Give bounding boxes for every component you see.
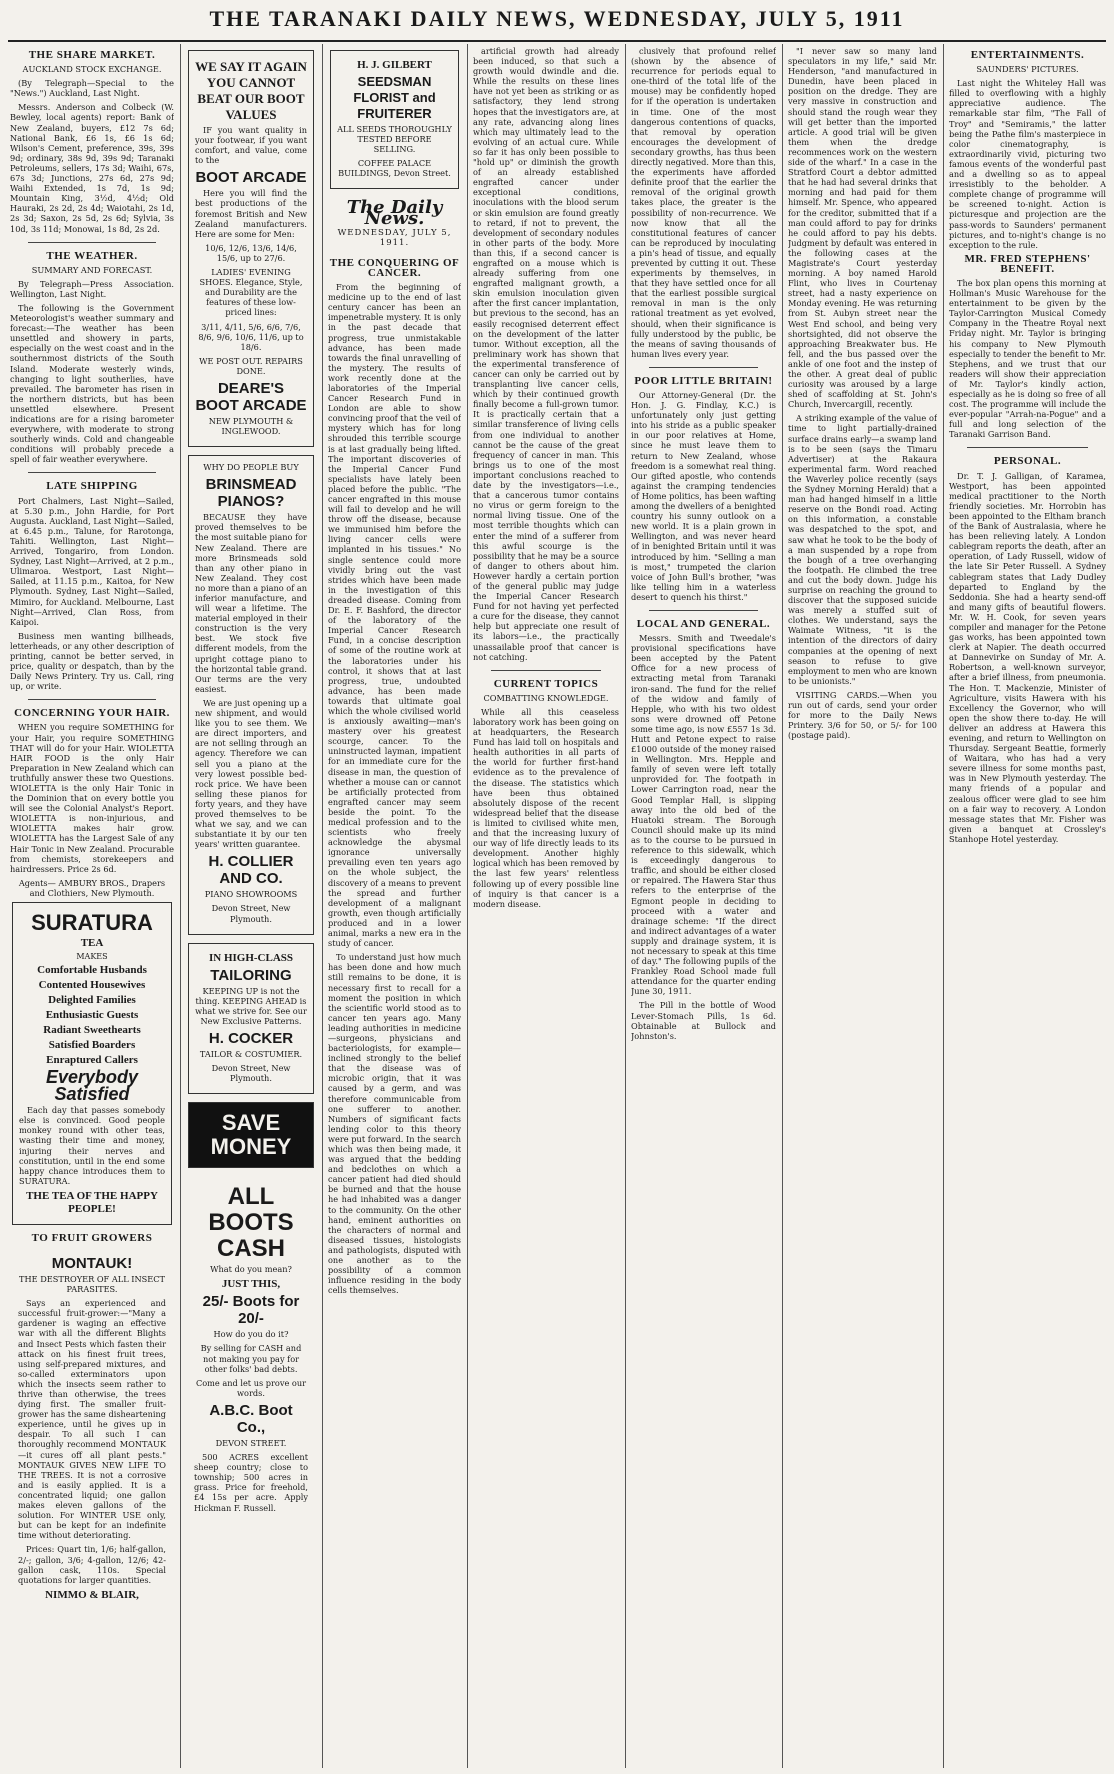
column-rule (467, 44, 468, 1768)
personal-body: Dr. T. J. Galligan, of Karamea, Westport, has been appointed medical practitioner to the North friendly societies. Mr. Horrobin has been appointed to the Eltham branch of the Bank of Australasia, where he has been relieving lately. A London cablegram reports the death, after an operation, of Lady Russell, widow of the late Sir Peter Russell. A Sydney cablegram states that Lady Dudley departed to England by the Seddonia. She had a hearty send-off and many gifts of beautiful flowers. Mr. W. H. Cook, for seven years compiler and manager for the Petone gas works, has been appointed town clerk at Napier. The death occurred at Dannevirke on Sunday of Mr. A. Robertson, a well-known surveyor, after a brief illness, from pneumonia. The Hon. T. Mackenzie, Minister of Agriculture, visits Hawera with his Excellency the Governor, who will open the show there to-day. He will deliver an address at Hawera this evening, and return to Wellington on Thursday. Sergeant Beattie, formerly of Waitara, who has had a very severe illness for some months past, was in New Plymouth yesterday. The many friends of a popular and zealous officer were glad to see him on a fair way to recovery. A London message states that Mr. Fisher was given a banquet at Crossley's Stanhope Hotel yesterday. (949, 470, 1106, 844)
collier-body: We are just opening up a new shipment, and would like you to see them. We are direct importers, and are not selling through an agency. Therefore we can sell you a piano at the very lowest possible bed-rock price. We have been selling these pianos for forty years, and they have proved themselves to be what we say, and we can substantiate it by our ten years' written guarantee. (195, 697, 307, 850)
column-7 (949, 46, 1106, 1766)
how-do-you-do-it: How do you do it? (213, 1329, 289, 1340)
column-2 (186, 46, 316, 1766)
divider (649, 367, 758, 368)
boots-price: 25/- Boots for 20/- (202, 1293, 300, 1328)
montauk-title: MONTAUK! (51, 1254, 133, 1272)
boot-arcade-ad (188, 50, 314, 447)
hair-ad-heading: CONCERNING YOUR HAIR. (14, 707, 170, 720)
cancer-editorial-heading: THE CONQUERING OF CANCER. (329, 256, 460, 279)
abc-boot-company: A.B.C. Boot Co., (209, 1401, 293, 1436)
masthead (0, 0, 1114, 40)
collier-address: Devon Street, New Plymouth. (211, 903, 291, 924)
ladies-shoes-heading: LADIES' EVENING SHOES. Elegance, Style, and Durability are the features of these low-priced lines: (199, 267, 303, 318)
save-money-banner (188, 1102, 314, 1168)
suratura-line: Radiant Sweethearts (43, 1024, 141, 1037)
pill-notice: The Pill in the bottle of Wood Lever-Stomach Pills, 1s 6d. Obtainable at Bullock and Johnston's. (631, 1000, 776, 1041)
cocker-subtitle: TAILOR & COSTUMIER. (199, 1049, 303, 1059)
brinsmead-title: BRINSMEAD PIANOS? (205, 476, 297, 511)
cancer-editorial-continued: To understand just how much has been done and how much still remains to be done, it is necessary first to recall for a moment the position in which the scientific world stood as to cancer ten years ago. Many leading authorities in medicine—surgeons, physicians and bacteriologists, for example—inclined strongly to the belief that the disease was of microbic origin, that it was caused by a germ, and was therefore communicable from one sufferer to another. Numbers of significant facts lending color to this theory were put forward. In the search which was then being made, it was argued that the bedding and bedclothes on which a cancer patient had died should be burned and that the house he had inhabited was a danger to the community. On the other hand, eminent authorities on the characters of normal and diseased tissues, histologists and pathologists, disputed with one another as to the possibility of a common influence residing in the body cells themselves. (328, 952, 461, 1296)
montauk-body: Says an experienced and successful fruit-grower:—"Many a gardener is waging an effective war with all the different Blights and Insect Pests which fasten their attack on his finest fruit trees, using self-prepared mixtures, and so-called exterminators upon which the insects seem rather to thrive than otherwise, the trees dying first. The smaller fruit-grower has the same disheartening experience, until he gives up in despair. To all such I can thoroughly recommend MONTAUK—it cures off all plant pests." MONTAUK GIVES NEW LIFE TO THE TREES. It is not a corrosive and is easily applied. It is a concentrated liquid; one gallon makes eleven gallons of the solution. For WINTER USE only, but can be kept for an indefinite time without deteriorating. (18, 1298, 166, 1541)
divider (28, 699, 156, 700)
divider (28, 242, 156, 243)
local-general-heading: LOCAL AND GENERAL. (636, 617, 771, 630)
divider (28, 472, 156, 473)
sheep-country-notice: 500 ACRES excellent sheep country; close to township; 500 acres in grass. Price for freehold, £4 15s per acre. Apply Hickman F. Russell. (194, 1452, 308, 1513)
how-body: By selling for CASH and not making you pay for other folks' bad debts. (200, 1343, 302, 1374)
hair-ad-body: WHEN you require SOMETHING for your Hair, you require SOMETHING THAT will do for your Hair. WIOLETTA HAIR FOOD is the only Hair Preparation in New Zealand which can truthfully answer these two Questions. WIOLETTA is the only Hair Tonic in the Dominion that on every bottle you will see the Colonial Analyst's Report. WIOLETTA is non-injurious, and WIOLETTA makes hair grow. WIOLETTA has the Largest Sale of any Hair Tonic in New Zealand. Procurable from chemists, storekeepers and hairdressers. Price 2s 6d. (10, 722, 174, 874)
deares-boot-arcade: DEARE'S BOOT ARCADE (195, 379, 307, 414)
weather-subheading: SUMMARY AND FORECAST. (31, 264, 153, 275)
abc-boot-ad (188, 1176, 314, 1522)
stephens-benefit-body: The box plan opens this morning at Hollman's Music Warehouse for the entertainment to be given by the Taylor-Carrington Musical Comedy Company in the Theatre Royal next Friday night. Mr. Taylor is bringing his company to New Plymouth especially to tender the benefit to Mr. Stephens, and we trust that our readers will show their appreciation of Mr. Taylor's kindly action, especially as he is doing so free of all cost. The programme will include the ever-popular "Arrah-na-Pogue" and a full and long selection of the Taranaki Garrison Band. (949, 277, 1106, 440)
tailoring-line-1: IN HIGH-CLASS (208, 951, 294, 964)
gilbert-trades: SEEDSMAN FLORIST and FRUITERER (353, 74, 436, 121)
column-1 (10, 46, 174, 1766)
local-news-continued: "I never saw so many land speculators in my life," said Mr. Henderson, "and manufactured in Dunedin, have been placed in position on the dredge. They are very massive in construction and should stand the rough wear they will get better than the imported article. A good trial will be given them when the dredge recommences work on the western side of the wharf." In a case in the Stratford Court a debtor admitted that he had had several drinks that morning and had paid for them himself. Mr. Spence, who appeared for the creditor, submitted that if a man could afford to pay for drinks he could afford to pay his debts. Judgment by default was entered in the following cases at the Magistrate's Court yesterday morning. A boy named Harold Flint, who lives in Courtenay street, had a nasty experience on Monday evening. He was returning from St. Aubyn street near the West End school, and being very shortsighted, did not observe the approaching Breakwater bus. He fell, and the bus passed over the ankle of one foot and the instep of the other. A great deal of public curiosity was aroused by a large shed of scaffolding at St. John's Church, Invercargill, recently. (788, 46, 937, 410)
share-market-dateline: (By Telegraph—Special to the "News.") Auckland, Last Night. (10, 78, 174, 99)
saunders-pictures-subheading: SAUNDERS' PICTURES. (976, 64, 1079, 75)
brinsmead-body: BECAUSE they have proved themselves to be the most suitable piano for New Zealand. There are more Brinsmeads sold than any other piano in New Zealand. They cost no more than a piano of an inferior manufacture, and will wear a lifetime. The material employed in their construction is the very best. We stock five different models, from the upright cottage piano to the horizontal table grand. Our terms are the very easiest. (195, 512, 307, 694)
column-rule (782, 44, 783, 1768)
suratura-title: SURATURA (31, 910, 153, 936)
column-3 (328, 46, 461, 1766)
suratura-line: Contented Housewives (38, 979, 146, 992)
collier-subtitle: PIANO SHOWROOMS (204, 889, 298, 900)
personal-heading: PERSONAL. (993, 455, 1062, 468)
agents-notice: Agents— AMBURY BROS., Drapers and Clothiers, New Plymouth. (18, 877, 166, 898)
share-market-report: Messrs. Anderson and Colbeck (W. Bewley, local agents) report: Bank of New Zealand, buyers, £12 7s 6d; National Bank, £6 1s, £6 1s 6d; Wilson's Cement, preference, 39s, 39s 9d; ordinary, 38s 9d, 39s 9d; Taranaki Petroleums, sellers, 17s 3d; Waihi, 67s, 67s 3d; Junctions, 27s 6d, 27s 9d; Waihi Extended, 1s 7d, 1s 9d; Mountain King, 3½d, 4½d; Old Hauraki, 2s 2d, 2s 4d; Waiotahi, 2s 1d, 2s 3d; Saxon, 2s 5d, 2s 6d; Sylvia, 3s 10d, 3s 11d; Monowai, 1s 8d, 2s 2d. (10, 102, 174, 234)
suratura-line: Satisfied Boarders (48, 1039, 136, 1052)
cancer-editorial-body: From the beginning of medicine up to the end of last century cancer has been an impenetrable mystery. It is only in the past decade that progress, true unmistakable advance, has been made towards the final unravelling of the mystery. The results of work recently done at the laboratories of the Imperial Cancer Research Fund in London are able to show convincing proof that the veil of mystery which has for long shrouded this terrible scourge is at last gradually being lifted. The important discoveries of the Imperial Cancer Fund specialists have lately been placed before the public. "The cancer engrafted in this mouse will fail to develop and he will throw off the disease, because we immunised him before the living cancer cells were implanted in his tissues." No single sentence could more vividly bring out the vast strides which have been made in the investigation of this dreaded disease. Coming from Dr. E. F. Bashford, the director of the laboratory of the Imperial Cancer Research Fund, in a concise description of some of the routine work at the laboratories under his control, it shows that at last progress, true, undoubted advance, has been made towards that ultimate goal which the whole civilised world is anxiously awaiting—man's mastery over his greatest scourge, cancer. To the uninstructed layman, impatient for an immediate cure for the disease in man, the question of whether a mouse can or cannot be artificially protected from engrafted cancer may seem beside the point. To the medical profession and to the scientists who freely acknowledge the abysmal ignorance universally prevailing even ten years ago on the whole subject, the discovery of a means to prevent the spread and further development of a malignant growth, even though artificially produced and in a lower animal, marks a new era in the study of cancer. (328, 282, 461, 949)
local-general-body: Messrs. Smith and Tweedale's provisional specifications have been accepted by the Patent Office for a new process of extracting metal from Taranaki iron-sand. The fund for the relief of the widow and family of Hepple, who with his two oldest sons were drowned off Petone some time ago, is now £557 1s 3d. Hutt and Petone expect to raise £1000 outside of the money raised in Wellington. Mrs. Hepple and family of seven were left totally unprovided for. The footpath in Lower Carrington road, near the Good Templar Hall, is slipping away into the old bed of the Huatoki stream. The Borough Council should make up its mind as to the course to be pursued in reference to this sidewalk, which is exceedingly dangerous to traffic, and should be either closed or repaired. The Hawera Star thus refers to the enterprise of the Egmont people in deciding to proceed with a water and drainage scheme: "If the direct and indirect advantages of a water supply and drainage system, it is not necessary to speak at this time of day." The following pupils of the Frankley Road School made full attendance for the quarter ending June 30, 1911. (631, 633, 776, 997)
suratura-banner: Everybody Satisfied (45, 1067, 139, 1105)
column-rule (943, 44, 944, 1768)
ladies-shoes-prices: 3/11, 4/11, 5/6, 6/6, 7/6, 8/6, 9/6, 10/6, 11/6, up to 18/6. (198, 321, 304, 352)
divider (967, 447, 1088, 448)
gilbert-title: H. J. GILBERT (357, 59, 432, 71)
boot-arcade-men-prices: 10/6, 12/6, 13/6, 14/6, 15/6, up to 27/6. (205, 242, 297, 263)
shipping-report: Port Chalmers, Last Night—Sailed, at 5.30 p.m., John Hardie, for Port Augusta. Auckland, Last Night—Sailed, at 6.45 p.m., Talune, for Rarotonga, Tahiti. Wellington, Last Night—Arrived, Tongariro, from London. Sydney, Last Night—Arrived, at 2 p.m., Ulimaroa. Westport, Last Night—Sailed, at 11.15 p.m., Kaitoa, for New Plymouth. Sydney, Last Night—Sailed, Mimiro, for Auckland. Melbourne, Last Night—Arrived, Clan Ross, from Kaipoi. (10, 495, 174, 627)
column-4 (473, 46, 619, 1766)
daily-news-nameplate: The Daily News. (346, 197, 443, 229)
all-boots-cash: ALL BOOTS CASH (208, 1183, 294, 1263)
share-market-subheading: AUCKLAND STOCK EXCHANGE. (22, 64, 162, 75)
suratura-line: Enraptured Callers (46, 1054, 138, 1067)
weather-dateline: By Telegraph—Press Association. Wellington, Last Night. (10, 278, 174, 299)
abc-address: DEVON STREET. (215, 1437, 287, 1448)
nimmo-blair: NIMMO & BLAIR, (45, 1588, 139, 1601)
what-do-you-mean: What do you mean? (210, 1264, 292, 1275)
poor-little-britain-body: Our Attorney-General (Dr. the Hon. J. G. Findlay, K.C.) is unfortunately only just getting into his stride as a public speaker in our poor relatives at Home, since he must leave them to return to New Zealand, whose freedom is a somewhat real thing. Our gifted apostle, who contends against the cramping tendencies of Home politics, has been wafting among the dwellers of a benighted country his sunny outlook on a new world. It is a plain grown in Wellington, and was never heard of in benighted Britain until it was introduced by him. "Selling a man is most," trumpeted the clarion voice of John Bull's brother, "was like telling him in a waterless desert to quench his thirst." (631, 390, 776, 602)
suratura-line: Enthusiastic Guests (45, 1009, 139, 1022)
post-out-notice: WE POST OUT. REPAIRS DONE. (199, 355, 303, 376)
weather-heading: THE WEATHER. (46, 249, 138, 262)
montauk-prices: Prices: Quart tin, 1/6; half-gallon, 2/-; gallon, 3/6; 4-gallon, 12/6; 42-gallon cask, 110s. Special quotations for larger quantities. (18, 1544, 166, 1585)
boot-arcade-body: Here you will find the best productions of the foremost British and New Zealand manufacturers. Here are some for Men: (195, 188, 307, 239)
current-topics-subheading: COMBATTING KNOWLEDGE. (483, 692, 609, 703)
gilbert-body: ALL SEEDS THOROUGHLY TESTED BEFORE SELLING. (337, 124, 452, 155)
brinsmead-ad (188, 455, 314, 934)
suratura-body: Each day that passes somebody else is convinced. Good people monkey round with other teas, wasting their time and money, injuring their nerves and constitution, until in the end some happy chance introduces them to SURATURA. (19, 1105, 165, 1186)
suratura-tea-label: TEA (80, 937, 104, 950)
column-5 (631, 46, 776, 1766)
tailoring-line-2: TAILORING (210, 966, 292, 984)
printing-notice: Business men wanting billheads, letterheads, or any other description of printing, cannot be better served, in price, quality or despatch, than by the Daily News Printery. Try us. Call, ring up, or write. (10, 630, 174, 692)
save-money-text: SAVE MONEY (210, 1110, 292, 1160)
shipping-heading: LATE SHIPPING (46, 480, 138, 493)
weather-report: The following is the Government Meteorologist's weather summary and forecast:—The weather has been unsettled and showery in parts, especially on the west coast and in the southernmost districts of the South Island. Moderate westerly winds, changing to light southerlies, have prevailed. The barometer has risen in the northern districts, but has been unsettled elsewhere. Present indications are for a rising barometer everywhere, with moderate to strong southerly winds. Cold and changeable conditions will probably precede a spell of fair weather everywhere. (10, 302, 174, 465)
just-this: JUST THIS, (221, 1278, 281, 1291)
cancer-editorial-continuation: artificial growth had already been induced, so that such a growth would dwindle and die. While the results on these lines have not yet been as striking or as satisfactory, they lend strong hopes that the investigators are, at any rate, advancing along lines which may ultimately lead to the evolving of an actual cure. While so far it has only been possible to "hold up" or diminish the growth of an already established engrafted cancer under exceptional conditions, inoculations with the blood serum or skin emulsion are found greatly to retard, if not to prevent, the development of secondary nodules in other parts of the body. More than this, if a second cancer is engrafted on a mouse which is already suffering from one engrafted malignant growth, a skin emulsion inoculation given after the first cancer implantation, but previous to the second, has an easily recognised deterrent effect on the development of the latter tumor. Without exception, all the preliminary work has shown that the experimental transference of cancer can only be carried out by transplanting live cancer cells, which by their continued growth finally become a full-grown tumor. It is practically certain that a similar transference of living cells from one individual to another cannot be the cause of the great frequency of cancer in man. This brings us to one of the most important conclusions reached to date by the investigators—i.e., that a cancerous tumor contains no virus or germ foreign to the normal living tissue. One of the most terrible thoughts which can enter the mind of a sufferer from this awful scourge is the possibility that he may be a source of danger to others about him. However hardly a certain portion of the general public may judge the Imperial Cancer Research Fund for not having yet perfected a cure for the disease, they cannot help but appreciate one result of its labors—i.e., the practically unassailable proof that cancer is not catching. (473, 46, 619, 662)
share-market-heading: THE SHARE MARKET. (28, 49, 156, 61)
suratura-line: Delighted Families (48, 994, 136, 1007)
suratura-footer: THE TEA OF THE HAPPY PEOPLE! (26, 1189, 158, 1215)
masthead-rule (8, 40, 1106, 42)
entertainments-heading: ENTERTAINMENTS. (970, 49, 1085, 61)
say-it-again-headline: WE SAY IT AGAIN YOU CANNOT BEAT OUR BOOT VALUES (195, 59, 307, 122)
editorial-date: WEDNESDAY, JULY 5, 1911. (337, 227, 452, 248)
local-news-more: A striking example of the value of time to light partially-drained surface drains early—a swamp land is to be seen (says the Timaru Advertiser) at the Rakaura experimental farm. Word reached the Waverley police recently (says the Sydney Morning Herald) that a man had hanged himself in a little reserve on the Bondi road. Acting on this information, a constable was despatched to the spot, and saw what he took to be the body of a man suspended by a rope from the bough of a tree overhanging the footpath. He climbed the tree and cut the body down. Judge his surprise on reaching the ground to discover that the supposed suicide was merely a stuffed suit of clothes. We understand, says the Waimate Witness, "it is the intention of the directors of dairy companies at the opening of next season to refuse to give employment to men who are known to be unionists." (788, 413, 937, 686)
divider (491, 670, 601, 671)
cocker-tailoring-ad (188, 943, 314, 1095)
column-rule (322, 44, 323, 1768)
visiting-cards-notice: VISITING CARDS.—When you run out of cards, send your order for more to the Daily News Printery. 3/6 for 50, or 5/- for 100 (postage paid). (788, 689, 937, 741)
suratura-line: MAKES (76, 952, 108, 962)
divider (649, 610, 758, 611)
suratura-line: Comfortable Husbands (37, 964, 147, 977)
boot-arcade-intro: IF you want quality in your footwear, if you want comfort, and value, come to the (195, 125, 307, 166)
montauk-subtitle: THE DESTROYER OF ALL INSECT PARASITES. (19, 1273, 165, 1295)
montauk-ad (12, 1247, 172, 1610)
gilbert-seedsman-ad (330, 50, 459, 189)
current-topics-heading: CURRENT TOPICS (493, 677, 599, 690)
stephens-benefit-heading: MR. FRED STEPHENS' BENEFIT. (964, 252, 1091, 275)
cocker-address: Devon Street, New Plymouth. (211, 1063, 291, 1084)
boot-arcade-title: BOOT ARCADE (195, 169, 307, 187)
cancer-article-end: clusively that profound relief (shown by the absence of recurrence for periods equal to one-third of the total life of the mouse) may be confidently hoped for if the operation is undertaken in time. One of the most dangerous contentions of quacks, that removal by operation encourages the development of secondary growths, has thus been directly negatived. More than this, the experiments have afforded definite proof that the earlier the removal of the original growth takes place, the greater is the possibility of non-recurrence. We now know that all the constitutional features of cancer can be reproduced by inoculating a pin's head of tissue, and equally prevented by cutting it out. These experiments by themselves, in that they have settled once for all that the earliest possible surgical removal in man is the only rational treatment as yet evolved, should, when their significance is fully understood by the public, be the means of saving thousands of human lives every year. (631, 46, 776, 359)
newspaper-title: THE TARANAKI DAILY NEWS, WEDNESDAY, JULY 5, 1911 (209, 6, 905, 31)
current-topics-body: While all this ceaseless laboratory work has been going on at headquarters, the Research Fund has laid toll on hospitals and health authorities in all parts of the world for further first-hand evidence as to the prevalence of the disease. The statistics which have been thus obtained absolutely dispose of the recent widespread belief that the disease is limited to civilised white men, and that the increasing luxury of our way of life directly leads to its development. Another highly logical which has been removed by the last few years' relentless following up of every possible line of inquiry is that cancer is a modern disease. (473, 706, 619, 909)
deares-address: NEW PLYMOUTH & INGLEWOOD. (208, 415, 294, 437)
poor-little-britain-heading: POOR LITTLE BRITAIN! (634, 374, 773, 387)
saunders-pictures-body: Last night the Whiteley Hall was filled to overflowing with a highly appreciative audience. The remarkable star film, "The Fall of Troy" and "Semiramis," the latter being the Pathe film's masterpiece in color cinematography, is extraordinarily vivid, picturing two famous events of the wonderful past and a dwelling so as to appeal irresistibly to the beholder. A complete change of programme will be screened to-night. Action is picturesque and projection are the pass-words to Saunders' permanent pictures, and to-night's change is no exception to the rule. (949, 78, 1106, 250)
tailoring-body: KEEPING UP is not the thing. KEEPING AHEAD is what we strive for. See our New Exclusive Patterns. (195, 985, 307, 1026)
gilbert-address: COFFEE PALACE BUILDINGS, Devon Street. (338, 158, 451, 179)
collier-title: H. COLLIER AND CO. (208, 853, 294, 888)
come-prove: Come and let us prove our words. (195, 1377, 307, 1398)
fruit-growers-heading: TO FRUIT GROWERS (31, 1231, 153, 1244)
suratura-tea-ad (12, 902, 172, 1225)
column-rule (180, 44, 181, 1768)
brinsmead-question: WHY DO PEOPLE BUY (203, 462, 299, 473)
column-6 (788, 46, 937, 1766)
column-rule (625, 44, 626, 1768)
cocker-title: H. COCKER (208, 1030, 294, 1047)
